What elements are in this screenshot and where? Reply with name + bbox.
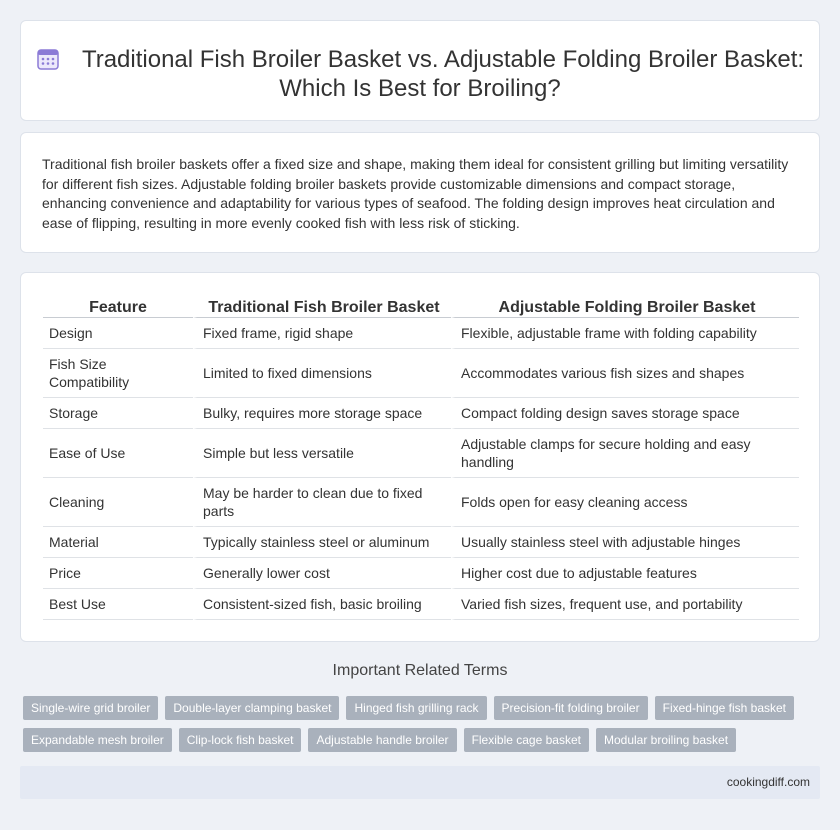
traditional-cell: Bulky, requires more storage space [193,398,451,429]
related-tag[interactable]: Clip-lock fish basket [179,728,302,752]
traditional-cell: Limited to fixed dimensions [193,349,451,398]
traditional-cell: Typically stainless steel or aluminum [193,527,451,558]
related-tag[interactable]: Expandable mesh broiler [23,728,172,752]
adjustable-cell: Accommodates various fish sizes and shapes [451,349,799,398]
table-row [43,558,799,589]
table-row [43,398,799,429]
title-card [20,20,820,121]
footer-site-link[interactable]: cookingdiff.com [726,775,810,789]
related-tag[interactable]: Adjustable handle broiler [308,728,456,752]
header-adjustable: Adjustable Folding Broiler Basket [451,294,799,318]
traditional-cell: Consistent-sized fish, basic broiling [193,589,451,620]
related-terms-title: Important Related Terms [332,662,508,679]
related-tag[interactable]: Double-layer clamping basket [165,696,339,720]
adjustable-cell: Compact folding design saves storage space [451,398,799,429]
comparison-table [43,294,799,620]
feature-cell: Price [43,558,193,589]
feature-cell: Material [43,527,193,558]
feature-cell: Ease of Use [43,429,193,478]
page-title-wrap [21,45,819,103]
comparison-table-card [20,272,820,642]
calendar-icon [36,47,60,71]
intro-paragraph: Traditional fish broiler baskets offer a fixed size and shape, making them ideal for consistent grilling but limiting versatility for different fish sizes. Adjustable folding broiler baskets provide customizable dimensions and compact storage, enhancing convenience and adaptability for various types of seafood. The folding design improves heat circulation and ease of flipping, resulting in more evenly cooked fish with less risk of sticking. [42,156,789,231]
feature-cell: Best Use [43,589,193,620]
table-row [43,589,799,620]
related-tag[interactable]: Modular broiling basket [596,728,736,752]
table-row [43,349,799,398]
feature-cell: Storage [43,398,193,429]
feature-cell: Design [43,318,193,349]
traditional-cell: Fixed frame, rigid shape [193,318,451,349]
header-traditional: Traditional Fish Broiler Basket [193,294,451,318]
table-row [43,478,799,527]
intro-card [20,132,820,253]
feature-cell: Fish Size Compatibility [43,349,193,398]
table-row [43,318,799,349]
page-title: Traditional Fish Broiler Basket vs. Adjustable Folding Broiler Basket: Which Is Best for Broiling? [81,46,805,102]
related-tags-row [23,696,823,720]
related-tag[interactable]: Single-wire grid broiler [23,696,158,720]
adjustable-cell: Folds open for easy cleaning access [451,478,799,527]
related-tag[interactable]: Precision-fit folding broiler [494,696,648,720]
adjustable-cell: Flexible, adjustable frame with folding capability [451,318,799,349]
related-tag[interactable]: Fixed-hinge fish basket [655,696,794,720]
related-tag[interactable]: Flexible cage basket [464,728,589,752]
traditional-cell: Generally lower cost [193,558,451,589]
footer [20,766,820,799]
adjustable-cell: Adjustable clamps for secure holding and easy handling [451,429,799,478]
related-tags-row [23,728,823,752]
table-row [43,527,799,558]
table-row [43,429,799,478]
adjustable-cell: Usually stainless steel with adjustable hinges [451,527,799,558]
table-header-row [43,294,799,318]
adjustable-cell: Higher cost due to adjustable features [451,558,799,589]
traditional-cell: Simple but less versatile [193,429,451,478]
traditional-cell: May be harder to clean due to fixed parts [193,478,451,527]
adjustable-cell: Varied fish sizes, frequent use, and portability [451,589,799,620]
related-tag[interactable]: Hinged fish grilling rack [346,696,486,720]
header-feature: Feature [43,294,193,318]
feature-cell: Cleaning [43,478,193,527]
